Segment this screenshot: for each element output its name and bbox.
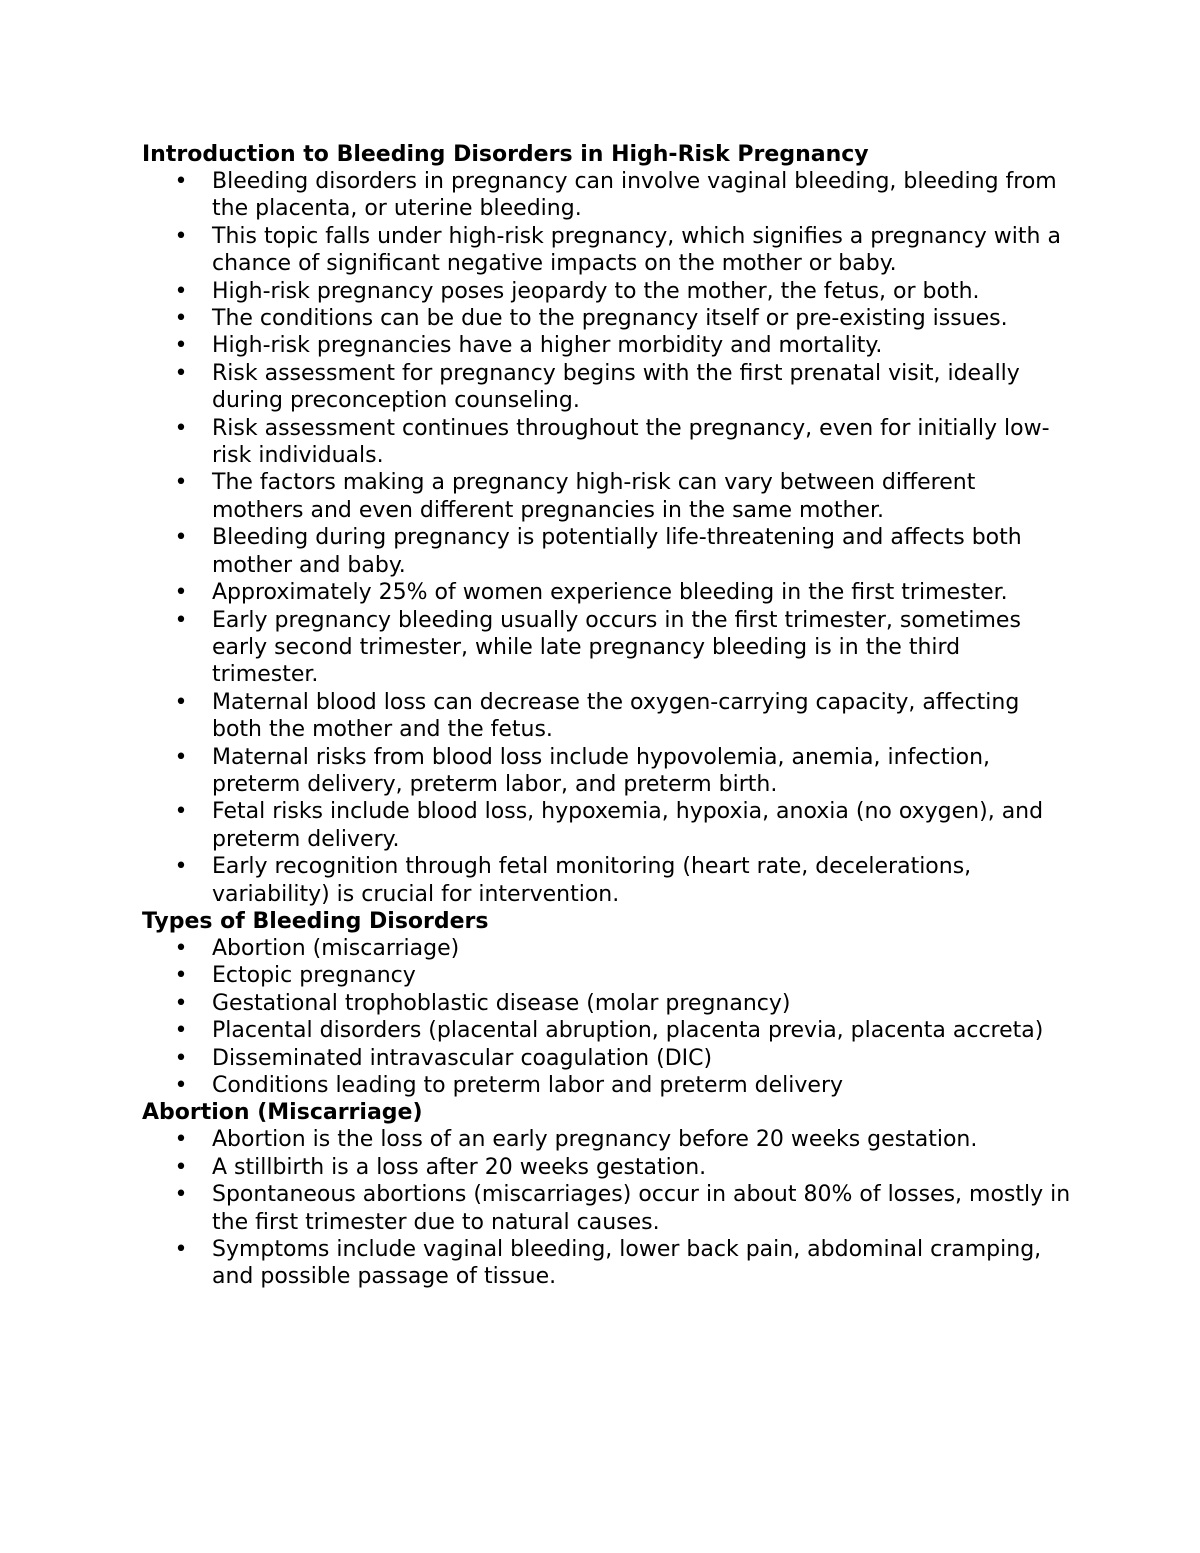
bullet-icon: •	[174, 990, 188, 1016]
bullet-icon: •	[174, 333, 188, 359]
list-item	[142, 1072, 1072, 1099]
list-item-text: The conditions can be due to the pregnancy itself or pre-existing issues.	[212, 306, 1008, 332]
bullet-icon: •	[174, 1154, 188, 1180]
list-item-text: Placental disorders (placental abruption, placenta previa, placenta accreta)	[212, 1018, 1044, 1044]
list-item-text: High-risk pregnancy poses jeopardy to the mother, the fetus, or both.	[212, 278, 980, 304]
list-item-text: Bleeding disorders in pregnancy can involve vaginal bleeding, bleeding from the placenta, or uterine bleeding.	[212, 169, 1057, 222]
bullet-list	[142, 168, 1072, 908]
list-item	[142, 1154, 1072, 1181]
list-item	[142, 607, 1072, 689]
list-item-text: Ectopic pregnancy	[212, 963, 416, 989]
list-item-text: Bleeding during pregnancy is potentially life-threatening and affects both mother and baby.	[212, 525, 1022, 578]
list-item	[142, 990, 1072, 1017]
list-item	[142, 689, 1072, 744]
list-item-text: Spontaneous abortions (miscarriages) occur in about 80% of losses, mostly in the first trimester due to natural causes.	[212, 1182, 1071, 1235]
bullet-icon: •	[174, 689, 188, 715]
list-item	[142, 1236, 1072, 1291]
bullet-icon: •	[174, 1045, 188, 1071]
bullet-icon: •	[174, 744, 188, 770]
bullet-list	[142, 1126, 1072, 1290]
list-item-text: Early recognition through fetal monitoring (heart rate, decelerations, variability) is crucial for intervention.	[212, 854, 972, 907]
section-heading: Types of Bleeding Disorders	[142, 908, 489, 934]
list-item-text: Maternal risks from blood loss include hypovolemia, anemia, infection, preterm delivery, preterm labor, and preterm birth.	[212, 744, 991, 797]
list-item-text: This topic falls under high-risk pregnancy, which signifies a pregnancy with a chance of significant negative impacts on the mother or baby.	[212, 223, 1061, 277]
list-item-text: Symptoms include vaginal bleeding, lower back pain, abdominal cramping, and possible passage of tissue.	[212, 1237, 1042, 1290]
list-item	[142, 744, 1072, 799]
list-item-text: Abortion is the loss of an early pregnancy before 20 weeks gestation.	[212, 1127, 978, 1153]
list-item	[142, 935, 1072, 962]
list-item	[142, 278, 1072, 305]
list-item	[142, 168, 1072, 223]
bullet-icon: •	[174, 1018, 188, 1044]
bullet-icon: •	[174, 580, 188, 606]
list-item-text: A stillbirth is a loss after 20 weeks gestation.	[212, 1154, 707, 1180]
list-item-text: Early pregnancy bleeding usually occurs in the first trimester, sometimes early second trimester, while late pregnancy bleeding is in the third trimester.	[212, 607, 1021, 688]
list-item-text: Conditions leading to preterm labor and preterm delivery	[212, 1073, 844, 1098]
list-item-text: Risk assessment continues throughout the pregnancy, even for initially low-risk individuals.	[212, 415, 1050, 469]
bullet-icon: •	[174, 935, 188, 961]
list-item-text: Approximately 25% of women experience bleeding in the first trimester.	[212, 580, 1008, 606]
section-heading: Abortion (Miscarriage)	[142, 1100, 423, 1126]
bullet-icon: •	[174, 278, 188, 304]
bullet-icon: •	[174, 306, 188, 332]
document-page	[142, 141, 1072, 1291]
list-item	[142, 853, 1072, 908]
list-item	[142, 223, 1072, 278]
section-abortion	[142, 1099, 1072, 1290]
list-item	[142, 305, 1072, 332]
bullet-list	[142, 935, 1072, 1099]
section-intro	[142, 141, 1072, 908]
list-item-text: Maternal blood loss can decrease the oxygen-carrying capacity, affecting both the mother and the fetus.	[212, 689, 1020, 743]
list-item	[142, 1045, 1072, 1072]
bullet-icon: •	[174, 470, 188, 496]
bullet-icon: •	[174, 415, 188, 441]
bullet-icon: •	[174, 525, 188, 551]
section-types	[142, 908, 1072, 1099]
list-item-text: Disseminated intravascular coagulation (DIC)	[212, 1045, 713, 1071]
bullet-icon: •	[174, 360, 188, 386]
bullet-icon: •	[174, 963, 188, 989]
section-heading: Introduction to Bleeding Disorders in High-Risk Pregnancy	[142, 142, 869, 167]
list-item-text: The factors making a pregnancy high-risk can vary between different mothers and even different pregnancies in the same mother.	[212, 470, 976, 523]
list-item	[142, 1181, 1072, 1236]
list-item	[142, 798, 1072, 853]
bullet-icon: •	[174, 223, 188, 249]
list-item-text: Risk assessment for pregnancy begins with the first prenatal visit, ideally during preconception counseling.	[212, 360, 1020, 414]
list-item	[142, 1126, 1072, 1153]
list-item	[142, 524, 1072, 579]
list-item	[142, 1017, 1072, 1044]
list-item	[142, 469, 1072, 524]
bullet-icon: •	[174, 1073, 188, 1098]
bullet-icon: •	[174, 1182, 188, 1208]
list-item	[142, 962, 1072, 989]
list-item-text: Gestational trophoblastic disease (molar pregnancy)	[212, 990, 791, 1016]
bullet-icon: •	[174, 1237, 188, 1263]
bullet-icon: •	[174, 854, 188, 880]
bullet-icon: •	[174, 607, 188, 633]
list-item-text: High-risk pregnancies have a higher morbidity and mortality.	[212, 333, 883, 359]
list-item	[142, 360, 1072, 415]
bullet-icon: •	[174, 799, 188, 825]
bullet-icon: •	[174, 1127, 188, 1153]
list-item-text: Fetal risks include blood loss, hypoxemia, hypoxia, anoxia (no oxygen), and preterm delivery.	[212, 799, 1044, 852]
list-item	[142, 332, 1072, 359]
bullet-icon: •	[174, 169, 188, 194]
list-item	[142, 415, 1072, 470]
list-item-text: Abortion (miscarriage)	[212, 935, 460, 961]
list-item	[142, 579, 1072, 606]
